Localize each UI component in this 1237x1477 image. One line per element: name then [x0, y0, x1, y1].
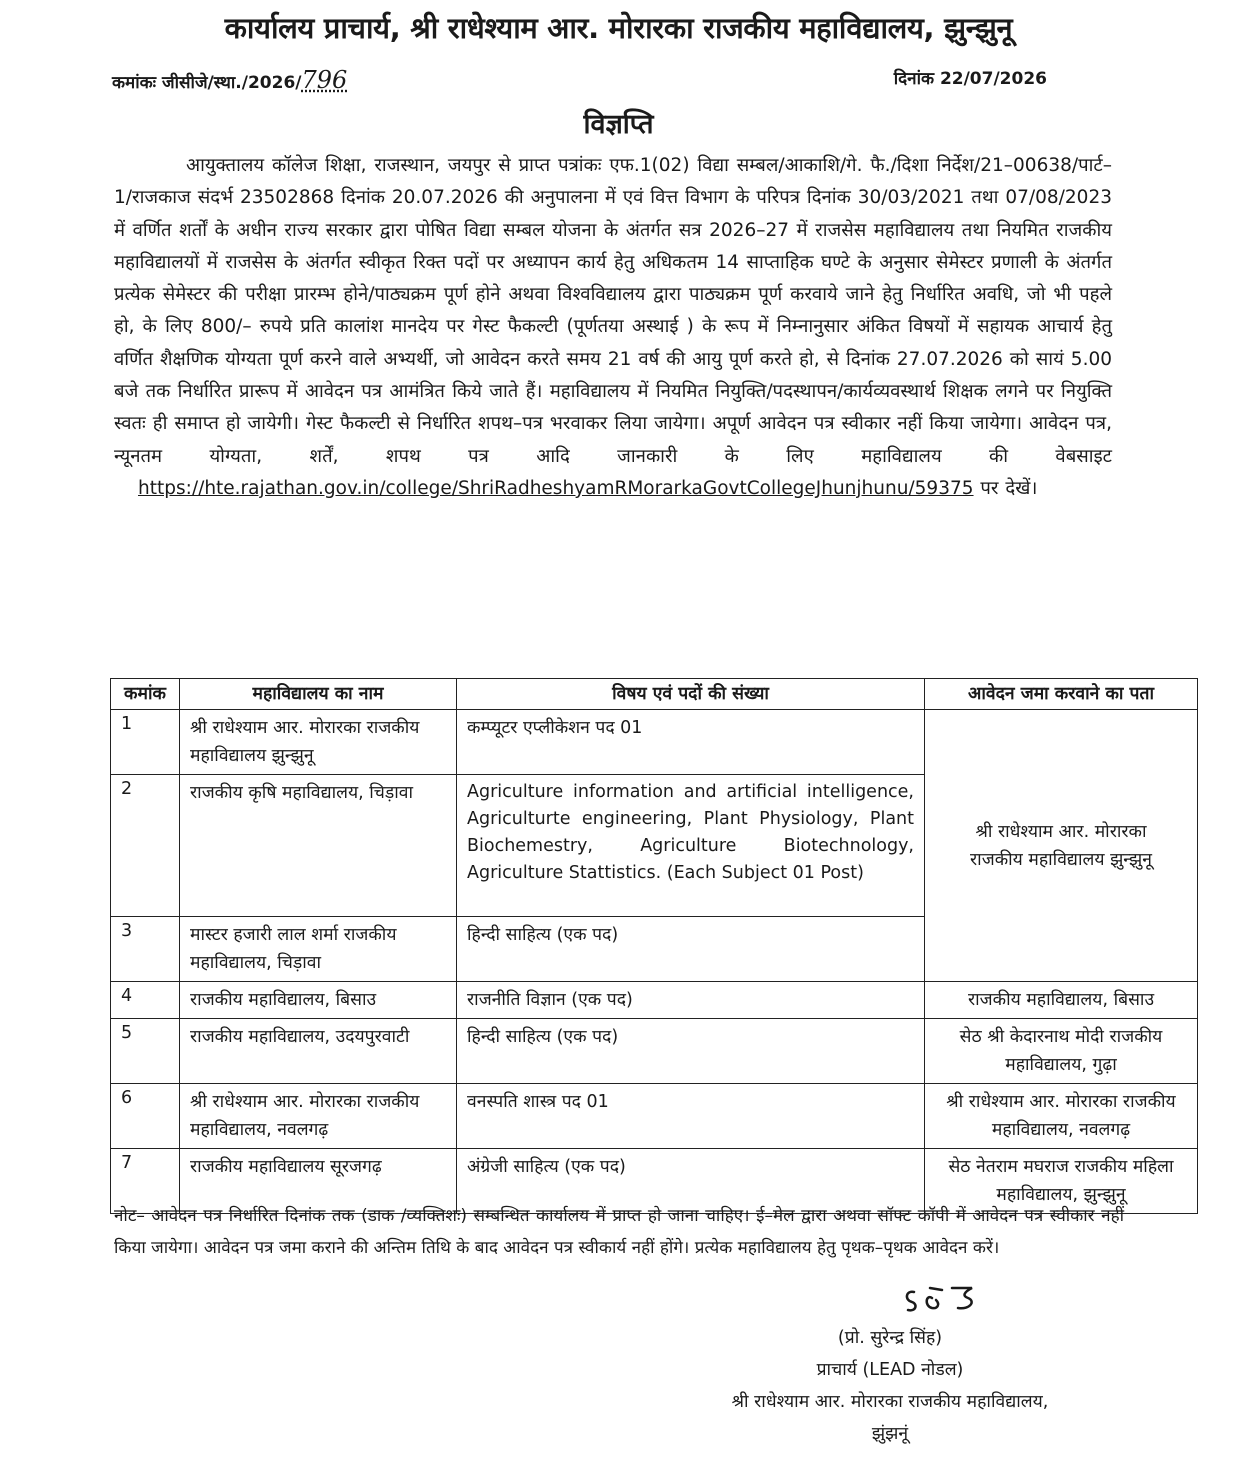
merged-address: श्री राधेश्याम आर. मोरारका राजकीय महाविद्यालय झुन्झुनू [925, 710, 1198, 982]
handwritten-signature [900, 1278, 990, 1318]
row-subject: हिन्दी साहित्य (एक पद) [457, 917, 925, 982]
row-sno: 1 [111, 710, 180, 775]
notice-date: दिनांक 22/07/2026 [893, 69, 1047, 89]
reference-number: 796 [301, 66, 348, 94]
reference-prefix: कमांकः जीसीजे/स्था./2026/ [112, 73, 302, 93]
row-sno: 2 [111, 775, 180, 917]
row-subject: हिन्दी साहित्य (एक पद) [457, 1019, 925, 1084]
vacancy-table [110, 678, 1198, 1214]
header-address: आवेदन जमा करवाने का पता [925, 679, 1198, 710]
note-text: नोट– आवेदन पत्र निर्धारित दिनांक तक (डाक /व्यक्तिशः) सम्बन्धित कार्यालय में प्राप्त हो जाना चाहिए। ई–मेल द्वारा अथवा सॉफ्ट कॉपी में आवेदन पत्र स्वीकार नहीं किया जायेगा। आवेदन पत्र जमा कराने की अन्तिम तिथि के बाद आवेदन पत्र स्वीकार्य नहीं होंगे। प्रत्येक महाविद्यालय हेतु पृथक–पृथक आवेदन करें। [114, 1206, 1124, 1258]
row-address: राजकीय महाविद्यालय, बिसाउ [925, 982, 1198, 1019]
row-college: श्री राधेश्याम आर. मोरारका राजकीय महाविद्यालय झुन्झुनू [180, 710, 457, 775]
signature-block [690, 1322, 1090, 1450]
row-subject: कम्प्यूटर एप्लीकेशन पद 01 [457, 710, 925, 775]
row-college: मास्टर हजारी लाल शर्मा राजकीय महाविद्यालय, चिड़ावा [180, 917, 457, 982]
row-subject: Agriculture information and artificial intelligence, Agriculturte engineering, Plant Physiology, Plant Biochemestry, Agriculture Biotechnology, Agriculture Stattistics. (Each Subject 01 Post) [457, 775, 925, 917]
table-row [111, 1084, 1198, 1149]
row-sno: 6 [111, 1084, 180, 1149]
row-subject: राजनीति विज्ञान (एक पद) [457, 982, 925, 1019]
row-sno: 7 [111, 1149, 180, 1214]
row-college: राजकीय महाविद्यालय, बिसाउ [180, 982, 457, 1019]
signatory-institution: श्री राधेश्याम आर. मोरारका राजकीय महाविद्यालय, [731, 1392, 1049, 1412]
signatory-designation: प्राचार्य (LEAD नोडल) [816, 1360, 964, 1380]
notice-heading: विज्ञप्ति [583, 109, 654, 140]
table-row [111, 982, 1198, 1019]
row-college: श्री राधेश्याम आर. मोरारका राजकीय महाविद्यालय, नवलगढ़ [180, 1084, 457, 1149]
header-subject: विषय एवं पदों की संख्या [457, 679, 925, 710]
row-sno: 5 [111, 1019, 180, 1084]
body-closing: पर देखें। [980, 477, 1038, 499]
row-college: राजकीय महाविद्यालय, उदयपुरवाटी [180, 1019, 457, 1084]
row-subject: अंग्रेजी साहित्य (एक पद) [457, 1149, 925, 1214]
row-address: सेठ श्री केदारनाथ मोदी राजकीय महाविद्यालय, गुढ़ा [925, 1019, 1198, 1084]
row-subject: वनस्पति शास्त्र पद 01 [457, 1084, 925, 1149]
row-sno: 3 [111, 917, 180, 982]
signatory-name: (प्रो. सुरेन्द्र सिंह) [837, 1328, 943, 1348]
row-address: श्री राधेश्याम आर. मोरारका राजकीय महाविद्यालय, नवलगढ़ [925, 1084, 1198, 1149]
row-college: राजकीय महाविद्यालय सूरजगढ़ [180, 1149, 457, 1214]
row-sno: 4 [111, 982, 180, 1019]
office-title: कार्यालय प्राचार्य, श्री राधेश्याम आर. मोरारका राजकीय महाविद्यालय, झुन्झुनू [224, 11, 1013, 45]
table-row [111, 710, 1198, 775]
body-paragraph: आयुक्तालय कॉलेज शिक्षा, राजस्थान, जयपुर से प्राप्त पत्रांकः एफ.1(02) विद्या सम्बल/आकाशि/गे. फै./दिशा निर्देश/21–00638/पार्ट–1/राजकाज संदर्भ 23502868 दिनांक 20.07.2026 की अनुपालना में एवं वित्त विभाग के परिपत्र दिनांक 30/03/2021 तथा 07/08/2023 में वर्णित शर्तों के अधीन राज्य सरकार द्वारा पोषित विद्या सम्बल योजना के अंतर्गत सत्र 2026–27 में राजसेस महाविद्यालय तथा नियमित राजकीय महाविद्यालयों में राजसेस के अंतर्गत स्वीकृत रिक्त पदों पर अध्यापन कार्य हेतु अधिकतम 14 साप्ताहिक घण्टे के अनुसार सेमेस्टर प्रणाली के अंतर्गत प्रत्येक सेमेस्टर की परीक्षा प्रारम्भ होने/पाठ्यक्रम पूर्ण होने अथवा विश्वविद्यालय द्वारा पाठ्यक्रम पूर्ण करवाये जाने हेतु निर्धारित अवधि, जो भी पहले हो, के लिए 800/– रुपये प्रति कालांश मानदेय पर गेस्ट फैकल्टी (पूर्णतया अस्थाई ) के रूप में निम्नानुसार अंकित विषयों में सहायक आचार्य हेतु वर्णित शैक्षणिक योग्यता पूर्ण करने वाले अभ्यर्थी, जो आवेदन करते समय 21 वर्ष की आयु पूर्ण करते हो, से दिनांक 27.07.2026 को सायं 5.00 बजे तक निर्धारित प्रारूप में आवेदन पत्र आमंत्रित किये जाते हैं। महाविद्यालय में नियमित नियुक्ति/पदस्थापन/कार्यव्यवस्थार्थ शिक्षक लगने पर नियुक्ति स्वतः ही समाप्त हो जायेगी। गेस्ट फैकल्टी से निर्धारित शपथ–पत्र भरवाकर लिया जायेगा। अपूर्ण आवेदन पत्र स्वीकार नहीं किया जायेगा। आवेदन पत्र, न्यूनतम योग्यता, शर्तें, शपथ पत्र आदि जानकारी के लिए महाविद्यालय की वेबसाइट [114, 155, 1112, 467]
website-link[interactable]: https://hte.rajathan.gov.in/college/ShriRadheshyamRMorarkaGovtCollegeJhunjhunu/59375 [138, 477, 974, 499]
header-college: महाविद्यालय का नाम [180, 679, 457, 710]
row-address: सेठ नेतराम मघराज राजकीय महिला महाविद्यालय, झुन्झुनू [925, 1149, 1198, 1214]
reference-number-line [112, 66, 347, 94]
row-college: राजकीय कृषि महाविद्यालय, चिड़ावा [180, 775, 457, 917]
notice-body [114, 150, 1112, 505]
table-row [111, 1019, 1198, 1084]
header-sno: कमांक [111, 679, 180, 710]
table-header-row [111, 679, 1198, 710]
signatory-city: झुंझनूं [871, 1424, 909, 1444]
